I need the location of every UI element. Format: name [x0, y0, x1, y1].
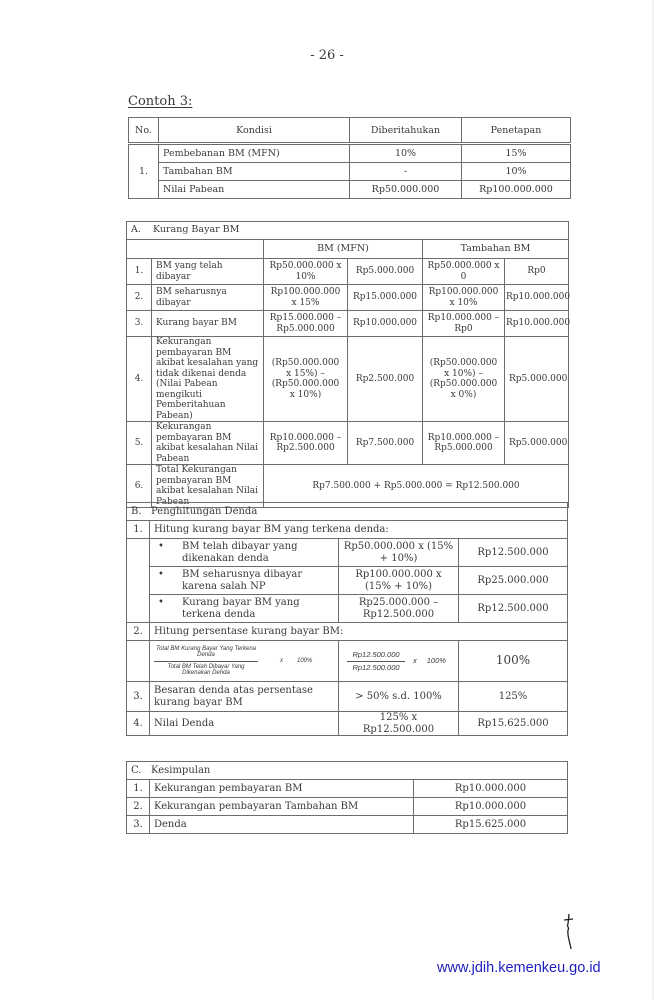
- bm-value-cell: Rp2.500.000: [348, 337, 423, 422]
- table-row: [129, 181, 571, 199]
- tb-calc-cell: Rp10.000.000 – Rp0: [423, 311, 505, 337]
- total-label: Total Kekurangan pembayaran BM akibat kesalahan Nilai Pabean: [152, 465, 264, 508]
- empty-number-cell: [127, 539, 150, 623]
- penetapan-cell: 15%: [462, 144, 571, 163]
- step-number: 1.: [127, 521, 150, 539]
- diberitahukan-cell: -: [350, 163, 462, 181]
- table-row: [127, 567, 568, 595]
- section-a-table: [126, 221, 569, 508]
- range-cell: > 50% s.d. 100%: [339, 682, 459, 712]
- bullet-label-cell: [150, 595, 339, 623]
- section-a-header-row: [127, 240, 569, 259]
- table-row: [127, 595, 568, 623]
- row-label: Kekurangan pembayaran BM akibat kesalahan Nilai Pabean: [152, 422, 264, 465]
- header-bm-mfn: BM (MFN): [264, 240, 423, 259]
- formula-fraction: [154, 646, 258, 677]
- row-number: 1.: [129, 144, 159, 199]
- row-number: 6.: [127, 465, 152, 508]
- row-number: 1.: [127, 259, 152, 285]
- tb-calc-cell: Rp100.000.000 x 10%: [423, 285, 505, 311]
- paraf-signature-icon: [560, 912, 580, 952]
- formula-numerator: Total BM Kurang Bayar Yang Terkena Denda: [154, 646, 258, 662]
- step-number: 4.: [127, 712, 150, 736]
- table-row: [129, 144, 571, 163]
- percentage-formula: [154, 646, 334, 677]
- bm-calc-cell: Rp10.000.000 – Rp2.500.000: [264, 422, 348, 465]
- tb-value-cell: Rp5.000.000: [505, 337, 569, 422]
- formula-cell: [150, 641, 339, 682]
- header-diberitahukan: Diberitahukan: [350, 118, 462, 144]
- diberitahukan-cell: Rp50.000.000: [350, 181, 462, 199]
- step-4-row: [127, 712, 568, 736]
- section-c-title: [127, 762, 568, 780]
- calc-denominator: Rp12.500.000: [352, 662, 400, 672]
- calc-fraction: [347, 651, 405, 672]
- page-number: - 26 -: [310, 48, 344, 63]
- bm-calc-cell: Rp15.000.000 – Rp5.000.000: [264, 311, 348, 337]
- step-title: Hitung persentase kurang bayar BM:: [150, 623, 568, 641]
- jdih-website-link[interactable]: www.jdih.kemenkeu.go.id: [437, 960, 601, 976]
- bullet-icon: •: [158, 541, 164, 552]
- bullet-label: BM seharusnya dibayar karena salah NP: [182, 569, 303, 592]
- bullet-icon: •: [158, 597, 164, 608]
- row-number: 2.: [127, 285, 152, 311]
- header-kondisi: Kondisi: [159, 118, 350, 144]
- bullet-label-cell: [150, 539, 339, 567]
- section-a-title-row: [127, 222, 569, 240]
- kondisi-cell: Nilai Pabean: [159, 181, 350, 199]
- table-row: [127, 259, 569, 285]
- row-number: 1.: [127, 780, 150, 798]
- section-b-table: [126, 502, 568, 736]
- bm-value-cell: Rp15.000.000: [348, 285, 423, 311]
- bullet-label: BM telah dibayar yang dikenakan denda: [182, 541, 298, 564]
- penetapan-cell: Rp100.000.000: [462, 181, 571, 199]
- step-3-row: [127, 682, 568, 712]
- tb-calc-cell: Rp50.000.000 x 0: [423, 259, 505, 285]
- row-number: 3.: [127, 816, 150, 834]
- value-cell: Rp12.500.000: [459, 595, 568, 623]
- step-1-row: [127, 521, 568, 539]
- section-c-table: [126, 761, 568, 834]
- header-no: No.: [129, 118, 159, 144]
- calc-cell: Rp25.000.000 – Rp12.500.000: [339, 595, 459, 623]
- row-number: 3.: [127, 311, 152, 337]
- value-cell: Rp15.625.000: [459, 712, 568, 736]
- penetapan-cell: 10%: [462, 163, 571, 181]
- table-row: [127, 285, 569, 311]
- formula-row: [127, 641, 568, 682]
- section-a-title: [127, 222, 569, 240]
- times-sign: x: [280, 657, 283, 664]
- percent-multiplier: 100%: [297, 657, 313, 664]
- row-label: BM seharusnya dibayar: [152, 285, 264, 311]
- empty-header-cell: [127, 240, 264, 259]
- bm-calc-cell: (Rp50.000.000 x 15%) – (Rp50.000.000 x 10%): [264, 337, 348, 422]
- tb-value-cell: Rp0: [505, 259, 569, 285]
- section-title: Kesimpulan: [151, 765, 211, 776]
- conditions-table: [128, 117, 571, 199]
- row-label: Kurang bayar BM: [152, 311, 264, 337]
- table-row: [127, 780, 568, 798]
- table-row: [127, 539, 568, 567]
- step-title: Hitung kurang bayar BM yang terkena denda:: [150, 521, 568, 539]
- table-row: [129, 163, 571, 181]
- bullet-label: Kurang bayar BM yang terkena denda: [182, 597, 300, 620]
- bm-calc-cell: Rp100.000.000 x 15%: [264, 285, 348, 311]
- row-label: Kekurangan pembayaran Tambahan BM: [150, 798, 414, 816]
- section-letter: A.: [131, 224, 141, 236]
- diberitahukan-cell: 10%: [350, 144, 462, 163]
- table-row: [127, 337, 569, 422]
- step-number: 3.: [127, 682, 150, 712]
- bullet-label-cell: [150, 567, 339, 595]
- kondisi-cell: Pembebanan BM (MFN): [159, 144, 350, 163]
- bm-value-cell: Rp7.500.000: [348, 422, 423, 465]
- header-tambahan-bm: Tambahan BM: [423, 240, 569, 259]
- step-label: Nilai Denda: [150, 712, 339, 736]
- times-sign: x: [413, 656, 417, 665]
- header-penetapan: Penetapan: [462, 118, 571, 144]
- row-number: 4.: [127, 337, 152, 422]
- example-heading-text: Contoh 3: [128, 94, 188, 109]
- percentage-result: 100%: [459, 641, 568, 682]
- row-label: Denda: [150, 816, 414, 834]
- tb-calc-cell: Rp10.000.000 – Rp5.000.000: [423, 422, 505, 465]
- row-number: 5.: [127, 422, 152, 465]
- value-cell: Rp25.000.000: [459, 567, 568, 595]
- section-letter: C.: [131, 765, 142, 776]
- step-label: Besaran denda atas persentase kurang bayar BM: [150, 682, 339, 712]
- kondisi-cell: Tambahan BM: [159, 163, 350, 181]
- bm-value-cell: Rp5.000.000: [348, 259, 423, 285]
- section-title: Penghitungan Denda: [151, 505, 258, 517]
- section-letter: B.: [131, 505, 142, 517]
- conditions-header-row: [129, 118, 571, 144]
- calc-formula-cell: [339, 641, 459, 682]
- tb-value-cell: Rp10.000.000: [505, 285, 569, 311]
- step-2-row: [127, 623, 568, 641]
- bm-value-cell: Rp10.000.000: [348, 311, 423, 337]
- table-row: [127, 798, 568, 816]
- row-value: Rp15.625.000: [414, 816, 568, 834]
- percent-multiplier: 100%: [426, 656, 446, 665]
- bullet-icon: •: [158, 569, 164, 580]
- row-value: Rp10.000.000: [414, 780, 568, 798]
- tb-calc-cell: (Rp50.000.000 x 10%) – (Rp50.000.000 x 0%): [423, 337, 505, 422]
- table-row: [127, 311, 569, 337]
- tb-value-cell: Rp5.000.000: [505, 422, 569, 465]
- row-label: Kekurangan pembayaran BM: [150, 780, 414, 798]
- calc-cell: Rp100.000.000 x (15% + 10%): [339, 567, 459, 595]
- table-row: [127, 422, 569, 465]
- value-cell: Rp12.500.000: [459, 539, 568, 567]
- row-label: Kekurangan pembayaran BM akibat kesalahan yang tidak dikenai denda (Nilai Pabean mengikuti Pemberitahuan Pabean): [152, 337, 264, 422]
- calc-cell: 125% x Rp12.500.000: [339, 712, 459, 736]
- formula-denominator: Total BM Telah Dibayar Yang Dikenakan Denda: [167, 663, 245, 676]
- calc-numerator: Rp12.500.000: [347, 651, 405, 662]
- section-b-title: [127, 503, 568, 521]
- total-value: Rp7.500.000 + Rp5.000.000 = Rp12.500.000: [264, 465, 569, 508]
- section-c-title-row: [127, 762, 568, 780]
- table-row: [127, 816, 568, 834]
- step-number: 2.: [127, 623, 150, 641]
- calc-formula: [347, 651, 454, 672]
- section-title: Kurang Bayar BM: [153, 224, 240, 236]
- tb-value-cell: Rp10.000.000: [505, 311, 569, 337]
- empty-number-cell: [127, 641, 150, 682]
- example-heading: [128, 94, 192, 109]
- section-b-title-row: [127, 503, 568, 521]
- calc-cell: Rp50.000.000 x (15% + 10%): [339, 539, 459, 567]
- bm-calc-cell: Rp50.000.000 x 10%: [264, 259, 348, 285]
- row-label: BM yang telah dibayar: [152, 259, 264, 285]
- value-cell: 125%: [459, 682, 568, 712]
- example-heading-colon: :: [187, 94, 193, 109]
- row-value: Rp10.000.000: [414, 798, 568, 816]
- row-number: 2.: [127, 798, 150, 816]
